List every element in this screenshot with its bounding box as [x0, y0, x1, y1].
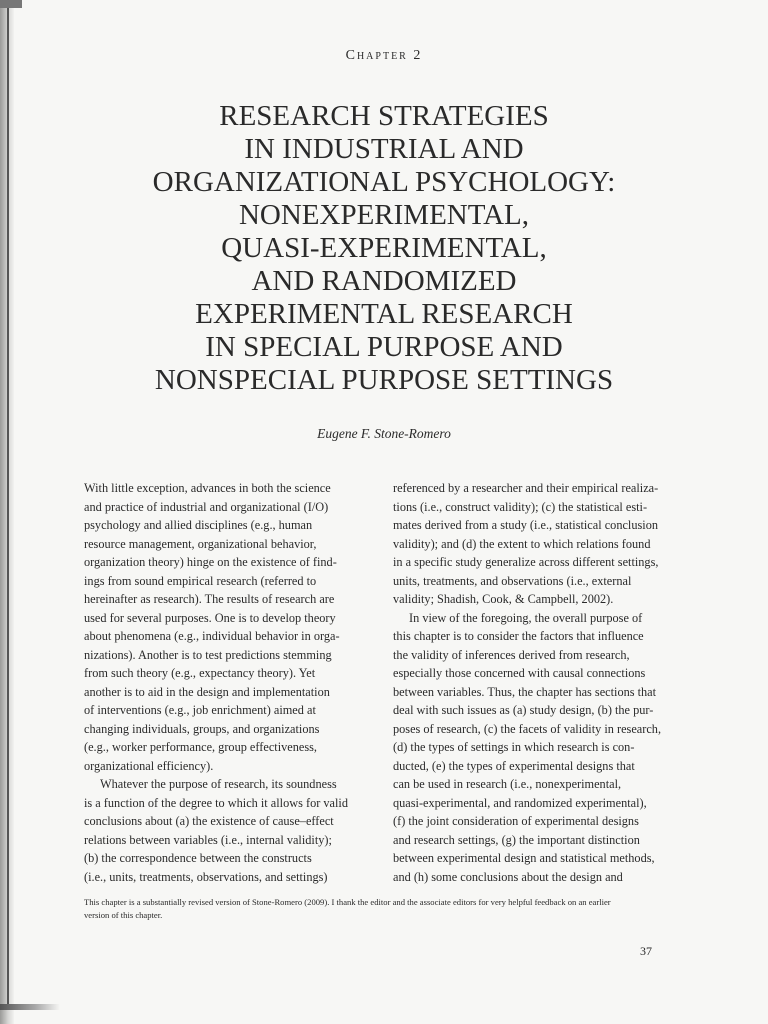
text-line: and research settings, (g) the important distinction — [393, 832, 640, 847]
text-line: especially those concerned with causal connections — [393, 666, 646, 680]
text-line: psychology and allied disciplines (e.g., human — [84, 518, 313, 532]
text-line: between variables. Thus, the chapter has sections that — [393, 684, 657, 699]
page-number: 37 — [640, 944, 652, 958]
text-line: is a function of the degree to which it allows for valid — [84, 795, 348, 810]
text-line: and (h) some conclusions about the design and — [393, 869, 623, 884]
text-line: hereinafter as research). The results of research are — [84, 592, 335, 606]
text-line: resource management, organizational behavior, — [84, 536, 317, 551]
text-line: In view of the foregoing, the overall purpose of — [409, 610, 643, 625]
title-line: ORGANIZATIONAL PSYCHOLOGY: — [152, 166, 616, 198]
text-line: and practice of industrial and organizational (I/O) — [84, 499, 329, 514]
text-line: about phenomena (e.g., individual behavior in orga- — [84, 629, 340, 643]
right-column — [393, 479, 683, 886]
text-line: validity; Shadish, Cook, & Campbell, 2002). — [393, 592, 614, 606]
title-line: AND RANDOMIZED — [251, 265, 517, 297]
text-line: referenced by a researcher and their empirical realiza- — [393, 481, 659, 495]
text-line: used for several purposes. One is to develop theory — [84, 610, 336, 625]
title-line: RESEARCH STRATEGIES — [219, 100, 549, 132]
text-line: in a specific study generalize across different settings, — [393, 555, 659, 569]
text-line: poses of research, (c) the facets of validity in research, — [393, 721, 662, 736]
text-line: this chapter is to consider the factors that influence — [393, 629, 644, 643]
scan-corner-top — [0, 0, 22, 8]
title-line: EXPERIMENTAL RESEARCH — [195, 298, 573, 330]
title-line: NONEXPERIMENTAL, — [238, 199, 530, 231]
footnote-line: This chapter is a substantially revised version of Stone-Romero (2009). I thank the editor and the associate editors for very helpful feedback on an earlier — [84, 897, 611, 907]
text-line: conclusions about (a) the existence of cause–effect — [84, 814, 334, 828]
text-line: ings from sound empirical research (referred to — [84, 573, 317, 588]
title-line: NONSPECIAL PURPOSE SETTINGS — [154, 364, 614, 396]
text-line: (e.g., worker performance, group effectiveness, — [84, 740, 317, 754]
text-line: can be used in research (i.e., nonexperimental, — [393, 777, 622, 791]
text-line: relations between variables (i.e., internal validity); — [84, 832, 332, 847]
text-line: nizations). Another is to test predictions stemming — [84, 647, 332, 662]
text-line: changing individuals, groups, and organizations — [84, 721, 320, 736]
title-line: IN SPECIAL PURPOSE AND — [205, 331, 563, 363]
title-line: QUASI-EXPERIMENTAL, — [221, 232, 547, 264]
text-line: units, treatments, and observations (i.e., external — [393, 573, 632, 588]
text-line: another is to aid in the design and implementation — [84, 684, 330, 699]
text-line: With little exception, advances in both the science — [84, 481, 331, 495]
author: Eugene F. Stone-Romero — [317, 426, 451, 441]
title-line: IN INDUSTRIAL AND — [244, 133, 524, 165]
text-line: tions (i.e., construct validity); (c) the statistical esti- — [393, 499, 648, 514]
text-line: Whatever the purpose of research, its soundness — [100, 777, 337, 791]
chapter-title — [0, 100, 768, 397]
text-line: between experimental design and statistical methods, — [393, 851, 655, 865]
footnote — [84, 896, 684, 922]
text-line: ducted, (e) the types of experimental designs that — [393, 758, 635, 773]
text-line: quasi-experimental, and randomized experimental), — [393, 795, 647, 810]
text-line: (f) the joint consideration of experimental designs — [393, 814, 639, 828]
left-column — [84, 479, 368, 886]
footnote-line: version of this chapter. — [84, 910, 163, 920]
text-line: validity); and (d) the extent to which relations found — [393, 536, 651, 551]
scan-corner-bottom — [0, 1004, 60, 1010]
text-line: the validity of inferences derived from research, — [393, 647, 630, 662]
text-line: (d) the types of settings in which research is con- — [393, 740, 635, 754]
text-line: organizational efficiency). — [84, 758, 214, 773]
text-line: (i.e., units, treatments, observations, and settings) — [84, 869, 328, 884]
text-line: from such theory (e.g., expectancy theory). Yet — [84, 666, 316, 680]
text-line: organization theory) hinge on the existence of find- — [84, 555, 337, 569]
text-line: mates derived from a study (i.e., statistical conclusion — [393, 518, 658, 532]
text-line: of interventions (e.g., job enrichment) aimed at — [84, 703, 316, 717]
text-line: deal with such issues as (a) study design, (b) the pur- — [393, 703, 654, 717]
text-line: (b) the correspondence between the constructs — [84, 851, 312, 865]
chapter-label: Chapter 2 — [345, 48, 423, 63]
